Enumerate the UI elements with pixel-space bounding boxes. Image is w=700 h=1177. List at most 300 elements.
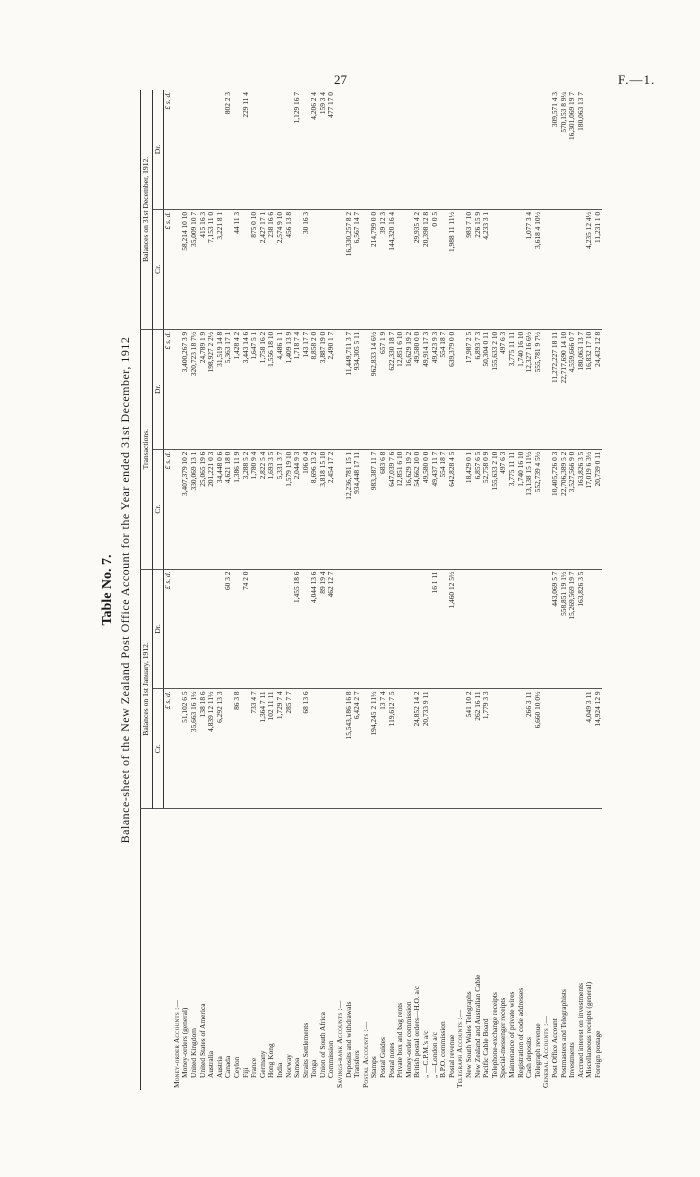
account-name: Postal notes (386, 1042, 396, 1078)
closing-dr-cell (517, 90, 526, 209)
opening-cr-cell: 6,424 2 7 (353, 689, 362, 809)
account-name: Fiji (240, 1067, 250, 1078)
transactions-dr-cell: 4,559,666 0 7 (568, 329, 577, 449)
closing-dr-cell: 16,301,069 19 7 (568, 90, 577, 209)
closing-dr-cell (499, 90, 508, 209)
table-row (353, 90, 362, 1090)
table-row (207, 90, 216, 1090)
account-name: Australia (206, 1050, 216, 1078)
transactions-dr-cell: 4,486 1 1 (276, 329, 285, 449)
account-name: Money-order commission (403, 1001, 413, 1078)
opening-dr-cell (525, 569, 534, 689)
opening-cr-cell: 35,663 16 1½ (190, 689, 199, 809)
closing-cr-cell: 29,935 4 2 (413, 209, 422, 329)
opening-cr-cell: 1,364 7 11 (259, 689, 268, 809)
transactions-dr-cell: 1,758 16 2 (259, 329, 268, 449)
table-row (370, 90, 379, 1090)
transactions-cr-cell: 163,826 3 5 (577, 449, 586, 569)
closing-dr-cell (413, 90, 422, 209)
opening-dr-cell (405, 569, 414, 689)
closing-dr-cell (267, 90, 276, 209)
opening-dr-cell (362, 569, 371, 689)
closing-dr-cell (199, 90, 208, 209)
opening-cr-cell: 15,543,186 16 8 (345, 689, 354, 809)
closing-dr-cell (190, 90, 199, 209)
section-heading: Money-order Accounts :— (171, 999, 181, 1088)
transactions-cr-cell: 3,775 11 11 (508, 449, 517, 569)
transactions-dr-cell: 17,987 2 5 (465, 329, 474, 449)
account-name: „ —London a/c (429, 1032, 439, 1078)
units-label: £ s. d. (164, 329, 173, 449)
closing-cr-cell: 44 11 3 (233, 209, 242, 329)
transactions-cr-cell: 3,288 5 2 (242, 449, 251, 569)
account-name: India (274, 1062, 284, 1078)
opening-dr-cell: 462 12 7 (327, 569, 336, 689)
section-heading: Postal Accounts :— (360, 1021, 370, 1088)
account-name: Norway (283, 1054, 293, 1078)
table-row (293, 90, 302, 1090)
opening-dr-cell (491, 569, 500, 689)
opening-cr-cell (439, 689, 448, 809)
opening-dr-cell (173, 569, 182, 689)
transactions-dr-cell: 16,832 17 10 (585, 329, 594, 449)
transactions-dr-cell: 8,858 2 0 (310, 329, 319, 449)
opening-dr-cell (370, 569, 379, 689)
transactions-cr-cell: 5,331 3 7 (276, 449, 285, 569)
page-number: 27 (334, 72, 347, 87)
transactions-cr-cell: 683 6 8 (379, 449, 388, 569)
transactions-cr-cell: 2,044 9 3 (293, 449, 302, 569)
opening-cr-cell (542, 689, 551, 809)
opening-cr-cell (560, 689, 569, 809)
table-row (517, 90, 526, 1090)
account-name: Ceylon (231, 1056, 241, 1078)
opening-dr-cell: 1,455 18 6 (293, 569, 302, 689)
transactions-cr-cell: 552,739 4 5½ (534, 449, 543, 569)
opening-dr-cell: 74 2 0 (242, 569, 251, 689)
transactions-dr-cell: 12,327 16 6½ (525, 329, 534, 449)
opening-cr-cell: 6,660 10 0½ (534, 689, 543, 809)
transactions-cr-cell: 18,429 0 1 (465, 449, 474, 569)
account-name: Stamps (369, 1056, 379, 1078)
closing-cr-cell: 16,330,257 8 2 (345, 209, 354, 329)
opening-dr-cell (585, 569, 594, 689)
transactions-dr-cell: 143 17 7 (302, 329, 311, 449)
transactions-dr-cell: 5,363 17 1 (224, 329, 233, 449)
table-row (233, 90, 242, 1090)
opening-cr-cell: 14,924 12 9 (594, 689, 603, 809)
units-label: £ s. d. (164, 569, 173, 689)
opening-dr-cell (345, 569, 354, 689)
transactions-dr-cell: 639,379 0 0 (448, 329, 457, 449)
opening-dr-cell (336, 569, 345, 689)
transactions-cr-cell: 647,039 7 6 (388, 449, 397, 569)
transactions-cr-cell: 13,138 15 11½ (525, 449, 534, 569)
account-name: Transfers (352, 1050, 362, 1078)
account-name: France (249, 1057, 259, 1078)
closing-cr-cell: 214,799 0 0 (370, 209, 379, 329)
table-title: Table No. 7. (100, 554, 115, 626)
table-row (388, 90, 397, 1090)
transactions-cr-cell: 330,069 13 1 (190, 449, 199, 569)
transactions-cr-cell: 49,437 11 7 (431, 449, 440, 569)
table-row (482, 90, 491, 1090)
opening-cr-cell: 4,839 12 11½ (207, 689, 216, 809)
transactions-cr-cell: 10,405,726 0 3 (551, 449, 560, 569)
closing-dr-cell (439, 90, 448, 209)
account-name: Austria (214, 1056, 224, 1078)
transactions-dr-cell: 49,580 0 0 (413, 329, 422, 449)
transactions-dr-cell: 31,519 14 8 (216, 329, 225, 449)
transactions-cr-cell: 52,758 0 9 (482, 449, 491, 569)
closing-dr-cell (250, 90, 259, 209)
closing-cr-cell: 144,320 16 4 (388, 209, 397, 329)
table-row (396, 90, 405, 1090)
section-heading-row (456, 90, 465, 1090)
section-heading: General Accounts :— (541, 1015, 551, 1088)
transactions-dr-header: Dr. (152, 329, 164, 449)
closing-dr-cell (456, 90, 465, 209)
opening-dr-header: Dr. (152, 569, 164, 689)
table-subtitle: Balance-sheet of the New Zealand Post Office Account for the Year ended 31st December, 1912 (118, 336, 132, 844)
opening-dr-cell: 163,826 3 5 (577, 569, 586, 689)
transactions-cr-cell: 12,851 6 10 (396, 449, 405, 569)
transactions-dr-cell: 622,330 18 7 (388, 329, 397, 449)
table-row (474, 90, 483, 1090)
closing-cr-cell: 20,398 12 8 (422, 209, 431, 329)
opening-dr-cell: 443,069 5 7 (551, 569, 560, 689)
closing-cr-cell: 4,233 3 1 (482, 209, 491, 329)
opening-cr-cell (396, 689, 405, 809)
closing-cr-cell (499, 209, 508, 329)
opening-dr-cell (499, 569, 508, 689)
account-name: Post Office Account (549, 1018, 559, 1078)
transactions-dr-cell: 554 18 7 (439, 329, 448, 449)
opening-dr-cell (456, 569, 465, 689)
closing-cr-cell: 39 12 3 (379, 209, 388, 329)
account-name: „ —C.P.M.'s a/c (421, 1030, 430, 1078)
opening-dr-cell (199, 569, 208, 689)
closing-dr-cell: 570,153 8 9¼ (560, 90, 569, 209)
section-heading: Savings-bank Accounts :— (335, 1000, 345, 1088)
transactions-dr-cell: 11,449,711 3 7 (345, 329, 354, 449)
transactions-cr-cell: 12,236,781 15 1 (345, 449, 354, 569)
table-row (499, 90, 508, 1090)
section-heading: Telegraph Accounts :— (455, 1009, 465, 1088)
closing-cr-cell (508, 209, 517, 329)
closing-cr-cell: 226 15 9 (474, 209, 483, 329)
closing-cr-cell: 6,567 14 7 (353, 209, 362, 329)
closing-dr-cell (508, 90, 517, 209)
closing-cr-cell: 1,988 11 11½ (448, 209, 457, 329)
account-name: Germany (257, 1050, 267, 1078)
transactions-cr-cell: 6,857 6 5 (474, 449, 483, 569)
opening-dr-cell (474, 569, 483, 689)
account-name: Maintenance of private wires (506, 991, 516, 1078)
transactions-dr-cell: 2,490 1 7 (327, 329, 336, 449)
closing-cr-cell: 415 16 3 (199, 209, 208, 329)
opening-dr-cell (250, 569, 259, 689)
closing-balances-header: Balances on 31st December, 1912. (141, 90, 153, 329)
opening-dr-cell: 15,269,569 19 7 (568, 569, 577, 689)
closing-dr-cell (181, 90, 190, 209)
transactions-cr-cell: 1,386 11 9 (233, 449, 242, 569)
transactions-cr-header: Cr. (152, 449, 164, 569)
closing-dr-cell (362, 90, 371, 209)
closing-dr-cell (594, 90, 603, 209)
opening-cr-cell: 20,733 9 11 (422, 689, 431, 809)
transactions-header: Transactions. (141, 329, 153, 569)
transactions-dr-cell: 24,432 12 8 (594, 329, 603, 449)
opening-dr-cell: 89 19 4 (319, 569, 328, 689)
transactions-dr-cell: 50,304 0 11 (482, 329, 491, 449)
transactions-cr-cell: 49,580 0 0 (422, 449, 431, 569)
closing-dr-header: Dr. (152, 90, 164, 209)
opening-cr-cell: 138 18 6 (199, 689, 208, 809)
closing-cr-cell: 2,427 17 1 (259, 209, 268, 329)
closing-dr-cell (259, 90, 268, 209)
closing-cr-cell (542, 209, 551, 329)
transactions-cr-cell: 4,621 18 0 (224, 449, 233, 569)
transactions-dr-cell: 3,775 11 11 (508, 329, 517, 449)
table-row (448, 90, 457, 1090)
closing-dr-cell (405, 90, 414, 209)
table-row (224, 90, 233, 1090)
opening-cr-cell: 194,245 2 11½ (370, 689, 379, 809)
opening-dr-cell (396, 569, 405, 689)
opening-dr-cell (482, 569, 491, 689)
opening-dr-cell (594, 569, 603, 689)
transactions-cr-cell: 3,407,379 10 2 (181, 449, 190, 569)
account-name: United States of America (197, 1003, 207, 1078)
table-row (431, 90, 440, 1090)
opening-dr-cell (379, 569, 388, 689)
transactions-dr-cell: 3,443 14 6 (242, 329, 251, 449)
units-label: £ s. d. (164, 689, 173, 809)
transactions-dr-cell: 657 1 9 (379, 329, 388, 449)
transactions-cr-cell: 20,739 0 11 (594, 449, 603, 569)
closing-dr-cell (396, 90, 405, 209)
opening-cr-cell (491, 689, 500, 809)
account-name: Registration of code addresses (515, 987, 525, 1078)
opening-cr-cell (499, 689, 508, 809)
units-label: £ s. d. (164, 90, 173, 209)
transactions-dr-cell: 3,887 19 0 (319, 329, 328, 449)
closing-dr-cell: 1,129 16 7 (293, 90, 302, 209)
opening-dr-cell: 558,851 19 1½ (560, 569, 569, 689)
account-name: New South Wales Telegraphs (463, 991, 473, 1078)
opening-cr-cell (448, 689, 457, 809)
opening-cr-cell: 24,852 14 2 (413, 689, 422, 809)
opening-cr-cell: 1,729 7 4 (276, 689, 285, 809)
table-row (534, 90, 543, 1090)
transactions-cr-cell: 1,693 3 5 (267, 449, 276, 569)
opening-dr-cell (267, 569, 276, 689)
opening-dr-cell: 60 3 2 (224, 569, 233, 689)
transactions-cr-cell: 2,822 5 4 (259, 449, 268, 569)
closing-cr-cell: 4,235 12 4½ (585, 209, 594, 329)
account-name: Investments (567, 1042, 577, 1078)
transactions-dr-cell: 962,833 14 6½ (370, 329, 379, 449)
closing-dr-cell (336, 90, 345, 209)
opening-cr-cell: 733 4 7 (250, 689, 259, 809)
closing-dr-cell (173, 90, 182, 209)
closing-dr-cell (379, 90, 388, 209)
table-row (465, 90, 474, 1090)
closing-dr-cell (534, 90, 543, 209)
account-name: Money-orders (general) (180, 1007, 190, 1078)
account-name: Postal revenue (446, 1034, 456, 1078)
transactions-cr-cell: 3,527,566 9 0 (568, 449, 577, 569)
transactions-cr-cell: 17,019 6 3½ (585, 449, 594, 569)
closing-cr-cell: 35,009 10 7 (190, 209, 199, 329)
table-row (259, 90, 268, 1090)
account-name: Postmasters and Telegraphists (558, 989, 568, 1078)
closing-dr-cell (353, 90, 362, 209)
closing-dr-cell (207, 90, 216, 209)
transactions-cr-cell: 16,629 19 2 (405, 449, 414, 569)
transactions-dr-cell: 1,428 4 2 (233, 329, 242, 449)
account-name: Telephone-exchange receipts (489, 992, 499, 1078)
closing-dr-cell (388, 90, 397, 209)
transactions-dr-cell: 555,781 9 7½ (534, 329, 543, 449)
transactions-cr-cell: 34,448 0 6 (216, 449, 225, 569)
opening-cr-cell: 102 11 11 (267, 689, 276, 809)
opening-cr-cell (551, 689, 560, 809)
account-name: Postal Guides (378, 1037, 388, 1078)
closing-dr-cell (525, 90, 534, 209)
account-name: Foreign postage (592, 1030, 602, 1078)
closing-cr-cell: 30 16 3 (302, 209, 311, 329)
transactions-dr-cell: 1,556 18 10 (267, 329, 276, 449)
transactions-dr-cell: 198,927 2 2½ (207, 329, 216, 449)
transactions-dr-cell: 320,723 18 7½ (190, 329, 199, 449)
opening-cr-cell: 262 16 11 (474, 689, 483, 809)
opening-dr-cell (207, 569, 216, 689)
account-name: Accrued interest on investments (575, 982, 585, 1078)
closing-cr-cell: 7,153 11 0 (207, 209, 216, 329)
table-row (594, 90, 603, 1090)
closing-cr-cell: 238 16 6 (267, 209, 276, 329)
table-row (216, 90, 225, 1090)
account-name: Hong Kong (266, 1043, 276, 1078)
closing-dr-cell: 229 11 4 (242, 90, 251, 209)
closing-dr-cell (491, 90, 500, 209)
closing-cr-cell: 11,231 1 0 (594, 209, 603, 329)
transactions-cr-cell: 106 0 4 (302, 449, 311, 569)
account-name: Tonga (309, 1059, 319, 1078)
transactions-dr-cell: 11,272,227 18 11 (551, 329, 560, 449)
transactions-dr-cell: 1,647 5 1 (250, 329, 259, 449)
account-name: B.P.O. commission (438, 1021, 448, 1078)
transactions-dr-cell: 934,305 5 11 (353, 329, 362, 449)
closing-cr-cell (491, 209, 500, 329)
opening-cr-cell: 285 7 7 (285, 689, 294, 809)
page-reference: F.—1. (618, 72, 656, 87)
opening-dr-cell (465, 569, 474, 689)
opening-cr-header: Cr. (152, 689, 164, 809)
closing-dr-cell (345, 90, 354, 209)
units-label: £ s. d. (164, 449, 173, 569)
closing-cr-cell (568, 209, 577, 329)
closing-dr-cell (431, 90, 440, 209)
balance-sheet-table (140, 90, 602, 1090)
balance-sheet-body (173, 90, 603, 1090)
closing-dr-cell (422, 90, 431, 209)
account-name: Union of South Africa (317, 1012, 327, 1078)
opening-cr-cell (431, 689, 440, 809)
transactions-cr-cell: 642,828 4 5 (448, 449, 457, 569)
account-name: Pacific Cable Board (481, 1018, 491, 1078)
table-row (276, 90, 285, 1090)
opening-dr-cell: 1,460 12 5½ (448, 569, 457, 689)
transactions-cr-cell: 54,662 10 0 (413, 449, 422, 569)
closing-dr-cell (474, 90, 483, 209)
opening-cr-cell (319, 689, 328, 809)
closing-dr-cell (276, 90, 285, 209)
closing-cr-cell: 2,574 9 10 (276, 209, 285, 329)
opening-cr-cell (310, 689, 319, 809)
transactions-cr-cell: 201,221 0 3 (207, 449, 216, 569)
transactions-dr-cell: 49,423 9 3 (431, 329, 440, 449)
opening-dr-cell (181, 569, 190, 689)
account-name: Miscellaneous receipts (general) (584, 981, 594, 1078)
closing-dr-cell (585, 90, 594, 209)
opening-dr-cell (190, 569, 199, 689)
closing-dr-cell: 159 3 4 (319, 90, 328, 209)
transactions-cr-cell: 22,706,389 5 2 (560, 449, 569, 569)
account-name: Commission (326, 1040, 336, 1078)
opening-cr-cell: 6,292 13 3 (216, 689, 225, 809)
transactions-cr-cell: 2,454 17 2 (327, 449, 336, 569)
opening-cr-cell: 86 3 8 (233, 689, 242, 809)
opening-cr-cell: 4,049 3 11 (585, 689, 594, 809)
closing-dr-cell (465, 90, 474, 209)
account-name: Private box and bag rents (395, 1002, 405, 1078)
transactions-dr-cell: 497 6 3 (499, 329, 508, 449)
closing-cr-cell (327, 209, 336, 329)
transactions-dr-cell: 16,629 19 2 (405, 329, 414, 449)
opening-dr-cell (388, 569, 397, 689)
transactions-dr-cell: 24,789 1 9 (199, 329, 208, 449)
account-name: United Kingdom (188, 1028, 198, 1078)
closing-cr-cell: 3,221 8 1 (216, 209, 225, 329)
closing-cr-header: Cr. (152, 209, 164, 329)
closing-cr-cell (310, 209, 319, 329)
transactions-cr-cell: 25,065 19 6 (199, 449, 208, 569)
opening-dr-cell (534, 569, 543, 689)
transactions-dr-cell: 22,717,690 14 10 (560, 329, 569, 449)
closing-cr-cell: 456 13 8 (285, 209, 294, 329)
table-row (491, 90, 500, 1090)
transactions-cr-cell: 3,818 15 10 (319, 449, 328, 569)
opening-cr-cell (327, 689, 336, 809)
transactions-cr-cell: 8,696 13 2 (310, 449, 319, 569)
transactions-cr-cell: 1,579 19 10 (285, 449, 294, 569)
opening-dr-cell: 4,044 13 6 (310, 569, 319, 689)
rotated-table-frame (100, 90, 680, 1090)
closing-cr-cell: 3,618 4 10½ (534, 209, 543, 329)
account-name: Samoa (292, 1057, 302, 1078)
opening-cr-cell: 119,612 7 5 (388, 689, 397, 809)
table-row (508, 90, 517, 1090)
opening-cr-cell: 68 13 6 (302, 689, 311, 809)
closing-dr-cell: 309,571 4 3 (551, 90, 560, 209)
transactions-dr-cell: 1,409 13 9 (285, 329, 294, 449)
opening-cr-cell: 51,102 6 5 (181, 689, 190, 809)
closing-cr-cell (319, 209, 328, 329)
transactions-dr-cell: 1,718 7 4 (293, 329, 302, 449)
